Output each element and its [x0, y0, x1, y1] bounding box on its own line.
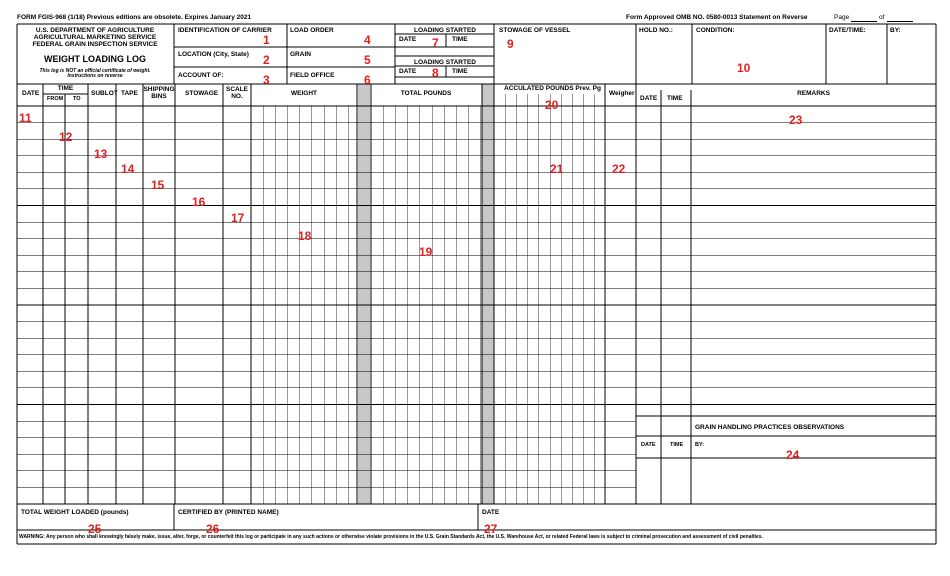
- loading-time-label-2: TIME: [452, 68, 468, 75]
- marker-19: 19: [419, 245, 433, 259]
- loading-time-label-1: TIME: [452, 36, 468, 43]
- location-label: LOCATION (City, State): [178, 51, 249, 58]
- warning-text: WARNING: Any person who shall knowingly falsely make, issue, alter, forge, or counterfeit this log or participate in any such actions or otherwise violate provisions in the U.S. Grain Standards Act, the U.S. Warehouse Act, or related Federal laws is subject to criminal prosecution and assessment of civil penalties.: [19, 534, 763, 540]
- loading-started-label-2: LOADING STARTED: [414, 59, 476, 66]
- col-accumulated: ACCULATED POUNDS Prev. Pg: [504, 85, 601, 92]
- marker-6: 6: [364, 73, 371, 87]
- col-scale-no: NO.: [231, 93, 243, 100]
- observations-by: BY:: [695, 442, 705, 448]
- col-remark-date: DATE: [640, 95, 658, 102]
- agency-line-2: AGRICULTURAL MARKETING SERVICE: [33, 34, 157, 41]
- stowage-vessel-label: STOWAGE OF VESSEL: [499, 27, 571, 34]
- carrier-label: IDENTIFICATION OF CARRIER: [178, 27, 272, 34]
- total-weight-label: TOTAL WEIGHT LOADED (pounds): [21, 509, 129, 516]
- marker-3: 3: [263, 73, 270, 87]
- marker-25: 25: [88, 522, 102, 536]
- marker-21: 21: [550, 162, 564, 176]
- certified-by-label: CERTIFIED BY (PRINTED NAME): [178, 509, 279, 516]
- col-tape: TAPE: [121, 90, 138, 97]
- col-total-pounds: TOTAL POUNDS: [400, 90, 452, 97]
- col-weight: WEIGHT: [291, 90, 317, 97]
- form-id: FORM FGIS-968 (1/18) Previous editions are obsolete. Expires January 2021: [17, 14, 252, 21]
- col-remarks: REMARKS: [797, 90, 830, 97]
- marker-23: 23: [789, 113, 803, 127]
- marker-22: 22: [612, 162, 626, 176]
- col-scale: SCALE: [225, 86, 249, 93]
- separator-strip-weight: [358, 84, 370, 504]
- account-label: ACCOUNT OF:: [178, 72, 224, 79]
- marker-10: 10: [737, 61, 751, 75]
- grain-label: GRAIN: [290, 51, 311, 58]
- marker-27: 27: [484, 522, 498, 536]
- hold-no-label: HOLD NO.:: [639, 27, 673, 34]
- col-bins: BINS: [151, 93, 167, 100]
- agency-line-1: U.S. DEPARTMENT OF AGRICULTURE: [35, 27, 155, 34]
- load-order-label: LOAD ORDER: [290, 27, 334, 34]
- col-weigher: Weigher: [609, 90, 635, 97]
- omb-statement: Form Approved OMB NO. 0580-0013 Statement on Reverse: [626, 14, 808, 21]
- col-time-from: FROM: [47, 96, 64, 102]
- observations-date: DATE: [641, 442, 656, 448]
- marker-24: 24: [786, 448, 800, 462]
- loading-date-label-1: DATE: [399, 36, 417, 43]
- page-label: Page: [834, 14, 850, 21]
- marker-1: 1: [263, 33, 270, 47]
- marker-11: 11: [19, 111, 32, 125]
- marker-16: 16: [192, 195, 206, 209]
- instructions-note: Instructions on reverse: [67, 73, 123, 79]
- disclaimer-note: This log is NOT an official certificate of weight.: [39, 68, 151, 74]
- marker-18: 18: [298, 229, 312, 243]
- form-title: WEIGHT LOADING LOG: [44, 54, 146, 64]
- page-of-label: of: [879, 14, 885, 21]
- col-shipping: SHIPPING: [143, 86, 175, 93]
- agency-line-3: FEDERAL GRAIN INSPECTION SERVICE: [32, 41, 158, 48]
- page-number-field[interactable]: [851, 15, 877, 22]
- marker-26: 26: [206, 522, 220, 536]
- marker-15: 15: [151, 178, 165, 192]
- col-time-to: TO: [73, 96, 81, 102]
- footer-date-label: DATE: [482, 509, 500, 516]
- marker-4: 4: [364, 33, 371, 47]
- page-total-field[interactable]: [887, 15, 913, 22]
- marker-20: 20: [545, 98, 559, 112]
- observations-title: GRAIN HANDLING PRACTICES OBSERVATIONS: [695, 424, 845, 431]
- marker-17: 17: [231, 211, 245, 225]
- col-date: DATE: [22, 90, 40, 97]
- marker-12: 12: [59, 130, 73, 144]
- col-sublot: SUBLOT: [91, 90, 118, 97]
- col-time: TIME: [57, 85, 74, 92]
- loading-started-label-1: LOADING STARTED: [414, 27, 476, 34]
- marker-2: 2: [263, 53, 270, 67]
- field-office-label: FIELD OFFICE: [290, 72, 335, 79]
- marker-14: 14: [121, 162, 135, 176]
- loading-date-label-2: DATE: [399, 68, 417, 75]
- marker-13: 13: [94, 147, 108, 161]
- condition-label: CONDITION:: [696, 27, 735, 34]
- col-remark-time: TIME: [667, 95, 683, 102]
- col-stowage: STOWAGE: [185, 90, 219, 97]
- observations-time: TIME: [670, 442, 684, 448]
- marker-8: 8: [432, 66, 439, 80]
- marker-5: 5: [364, 53, 371, 67]
- marker-7: 7: [432, 36, 439, 50]
- by-label: BY:: [890, 27, 901, 34]
- separator-strip-total: [482, 84, 494, 504]
- date-time-label: DATE/TIME:: [829, 27, 866, 34]
- marker-9: 9: [507, 37, 514, 51]
